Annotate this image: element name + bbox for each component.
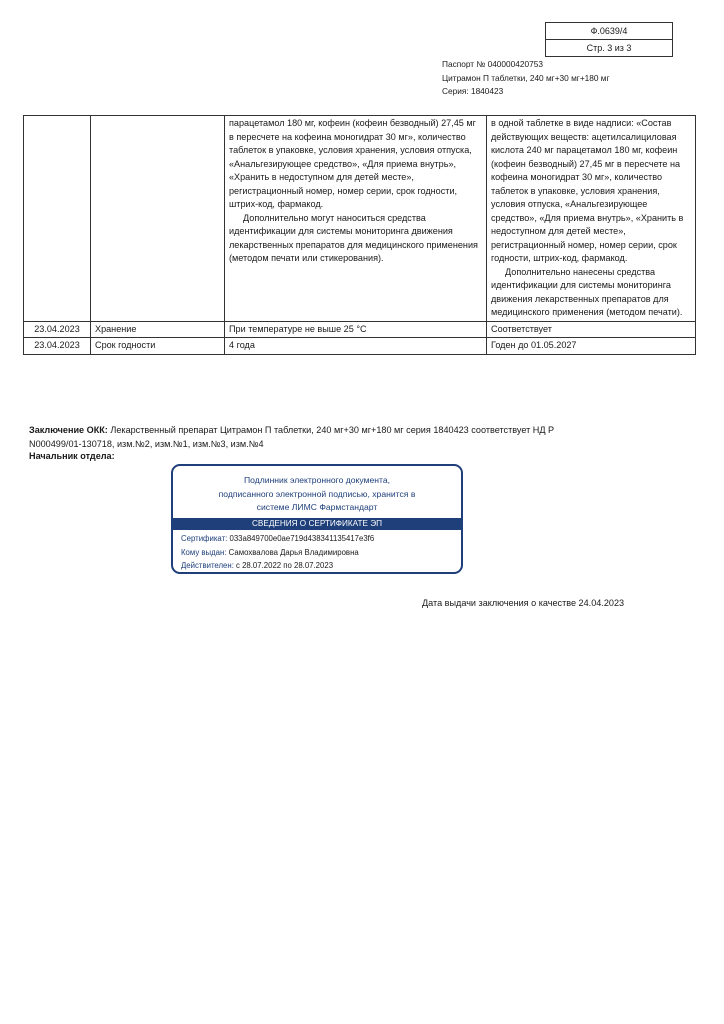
product-name: Цитрамон П таблетки, 240 мг+30 мг+180 мг [442, 72, 610, 83]
certificate-info-bar: СВЕДЕНИЯ О СЕРТИФИКАТЕ ЭП [173, 518, 461, 530]
result-text-extra: Дополнительно нанесены средства идентификации для системы мониторинга движения лекарственных препаратов для медицинского применения (методом печати). [491, 266, 683, 317]
stamp-title [173, 466, 461, 510]
requirement-cell: При температуре не выше 25 °С [225, 321, 487, 338]
test-name-cell: Хранение [91, 321, 225, 338]
issued-to-label: Кому выдан: [181, 547, 227, 557]
valid-label: Действителен: [181, 561, 234, 570]
stamp-line: системе ЛИМС Фармстандарт [256, 502, 378, 512]
conclusion-label: Заключение ОКК: [29, 425, 108, 435]
result-text: в одной таблетке в виде надписи: «Состав действующих веществ: ацетилсалициловая кислота 240 мг парацетамол 180 мг, кофеин (кофеин безводный) 27,45 мг в пересчете на кофеина моногидрат 30 мг», количество таблеток в упаковке, условия хранения, условия отпуска, «Анальгезирующее средство», «Для приема внутрь», «Хранить в недоступном для детей месте», регистрационный номер, номер серии, срок годности, штрих-код, фармакод. [491, 118, 684, 263]
test-results-table [23, 115, 696, 355]
page-info: Стр. 3 из 3 [546, 40, 673, 57]
conclusion-text: Лекарственный препарат Цитрамон П таблетки, 240 мг+30 мг+180 мг серия 1840423 соответствует НД Р N000499/01-130718, изм.№2, изм.№1, изм.№3, изм.№4 [29, 425, 555, 449]
test-name-cell: Срок годности [91, 338, 225, 355]
electronic-signature-stamp [171, 464, 463, 574]
test-name-cell [91, 116, 225, 322]
certificate-row [181, 532, 374, 546]
table-row [24, 321, 696, 338]
passport-number: Паспорт № 040000420753 [442, 59, 543, 69]
series-number: Серия: 1840423 [442, 86, 504, 96]
conclusion [29, 423, 589, 451]
requirement-cell [225, 116, 487, 322]
requirement-cell: 4 года [225, 338, 487, 355]
date-cell: 23.04.2023 [24, 338, 91, 355]
requirement-text-extra: Дополнительно могут наноситься средства идентификации для системы мониторинга движения лекарственных препаратов для медицинского применения (методом печати или стикерования). [229, 212, 478, 263]
valid-value: с 28.07.2022 по 28.07.2023 [236, 561, 334, 570]
date-cell: 23.04.2023 [24, 321, 91, 338]
stamp-line: Подлинник электронного документа, [243, 475, 391, 485]
table-row [24, 338, 696, 355]
certificate-details [181, 532, 374, 573]
issued-to-value: Самохвалова Дарья Владимировна [228, 547, 359, 557]
result-cell [487, 116, 696, 322]
requirement-text: парацетамол 180 мг, кофеин (кофеин безводный) 27,45 мг в пересчете на кофеина моногидрат 30 мг», количество таблеток в упаковке, условия хранения, условия отпуска, «Анальгезирующее средство», «Для приема внутрь», «Хранить в недоступном для детей месте», регистрационный номер, номер серии, срок годности, штрих-код, фармакод. [229, 118, 476, 209]
issue-date: Дата выдачи заключения о качестве 24.04.2023 [422, 598, 625, 608]
table-row [24, 116, 696, 322]
certificate-label: Сертификат: [181, 534, 228, 543]
department-head-label: Начальник отдела: [29, 451, 115, 461]
form-code: Ф.0639/4 [546, 23, 673, 40]
result-cell: Годен до 01.05.2027 [487, 338, 696, 355]
issued-to-row [181, 546, 374, 560]
certificate-value: 033a849700e0ae719d438341135417e3f6 [229, 534, 375, 543]
valid-row [181, 559, 374, 573]
date-cell [24, 116, 91, 322]
form-code-box [545, 22, 673, 57]
result-cell: Соответствует [487, 321, 696, 338]
stamp-line: подписанного электронной подписью, хранится в [218, 488, 416, 499]
passport-info [442, 58, 610, 99]
